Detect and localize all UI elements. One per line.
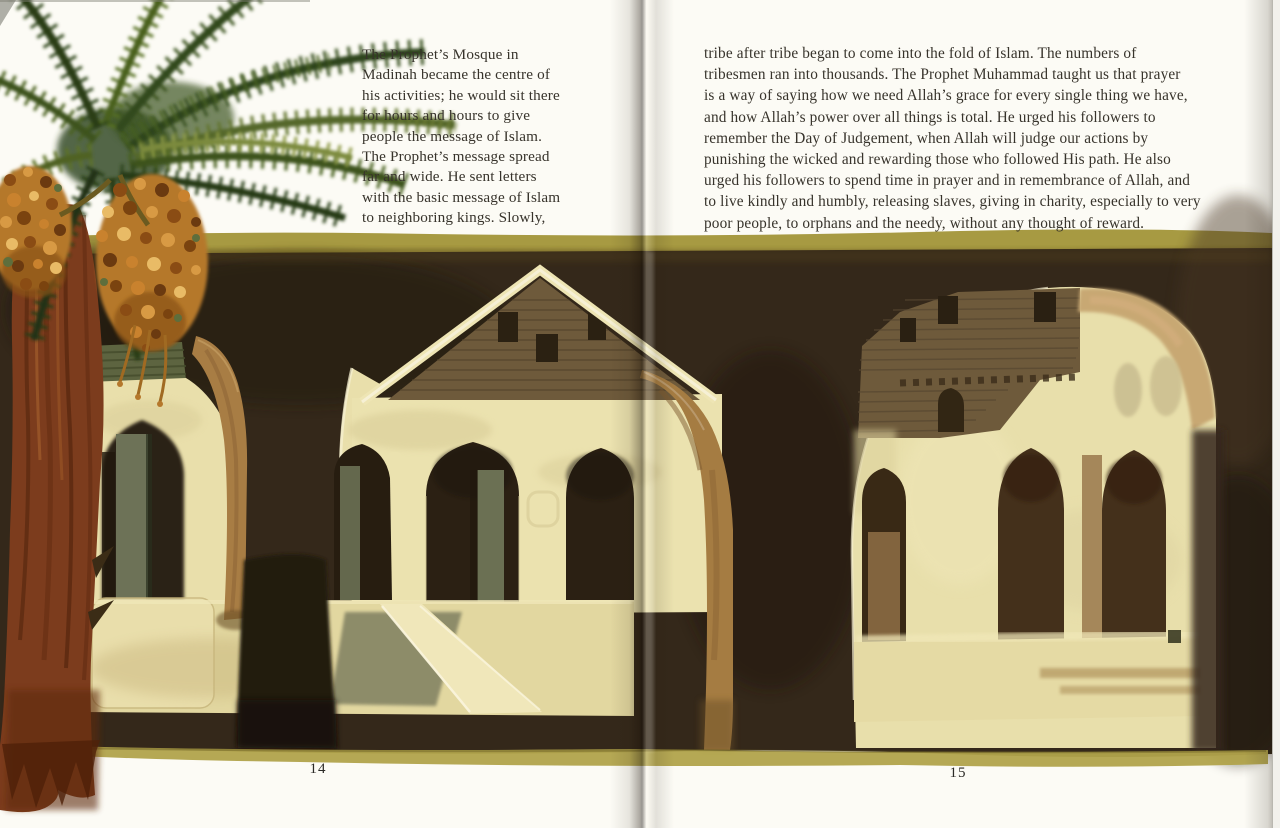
wall-stain xyxy=(1114,363,1142,417)
right-bay xyxy=(852,287,1224,752)
body-text-line: far and wide. He sent letters xyxy=(362,168,537,186)
body-text-line: punishing the wicked and rewarding those who followed His path. He also xyxy=(704,151,1171,169)
gutter-highlight xyxy=(648,252,654,752)
body-text-line: The Prophet’s Mosque in xyxy=(362,46,519,63)
wall-stain xyxy=(1150,356,1182,416)
body-text-line: people the message of Islam. xyxy=(362,127,543,145)
page-edge-strip xyxy=(1272,0,1280,828)
left-bay-sage-pillar xyxy=(116,434,148,604)
body-text-line: his activities; he would sit there xyxy=(362,86,560,104)
gable-window xyxy=(536,334,558,362)
brick-window xyxy=(1034,292,1056,322)
right-page-text xyxy=(704,43,1249,234)
brick-window xyxy=(900,318,916,342)
body-text-line: to neighboring kings. Slowly, xyxy=(362,209,546,227)
body-text-line: for hours and hours to give xyxy=(362,107,531,125)
page-number-right: 15 xyxy=(949,765,967,781)
artist-seal xyxy=(1168,630,1181,643)
body-text-line: to live kindly and humbly, releasing slaves, giving in charity, especially to very xyxy=(704,193,1201,211)
scan-corner-artifact xyxy=(0,0,16,26)
body-text-line: with the basic message of Islam xyxy=(362,188,561,206)
arcade-inner-column xyxy=(477,470,504,602)
body-text-line: and how Allah’s power over all things is total. He urged his followers to xyxy=(704,108,1156,126)
body-text-line: poor people, to orphans and the needy, without any thought of reward. xyxy=(704,214,1145,232)
body-text-line: is a way of saying how we need Allah’s grace for every single thing we have, xyxy=(704,87,1188,105)
body-text-line: The Prophet’s message spread xyxy=(362,148,550,166)
body-text-line: tribe after tribe began to come into the fold of Islam. The numbers of xyxy=(704,45,1137,62)
body-text-line: Madinah became the centre of xyxy=(362,66,551,84)
lit-jamb xyxy=(1082,455,1102,657)
scan-top-edge xyxy=(0,0,310,2)
left-page-text xyxy=(362,45,597,229)
brick-doorway xyxy=(938,388,964,432)
body-text-line: tribesmen ran into thousands. The Prophet Muhammad taught us that prayer xyxy=(704,66,1181,84)
page-number-left: 14 xyxy=(309,761,327,777)
courtyard-floor-left xyxy=(84,598,634,716)
courtyard-floor-right xyxy=(854,636,1200,722)
foreground-pier xyxy=(236,554,338,749)
body-text-line: urged his followers to spend time in prayer and in remembrance of Allah, and xyxy=(704,172,1191,190)
body-text-line: remember the Day of Judgement, when Allah will judge our actions by xyxy=(704,129,1149,147)
brick-window xyxy=(938,296,958,324)
gable-window xyxy=(498,312,518,342)
